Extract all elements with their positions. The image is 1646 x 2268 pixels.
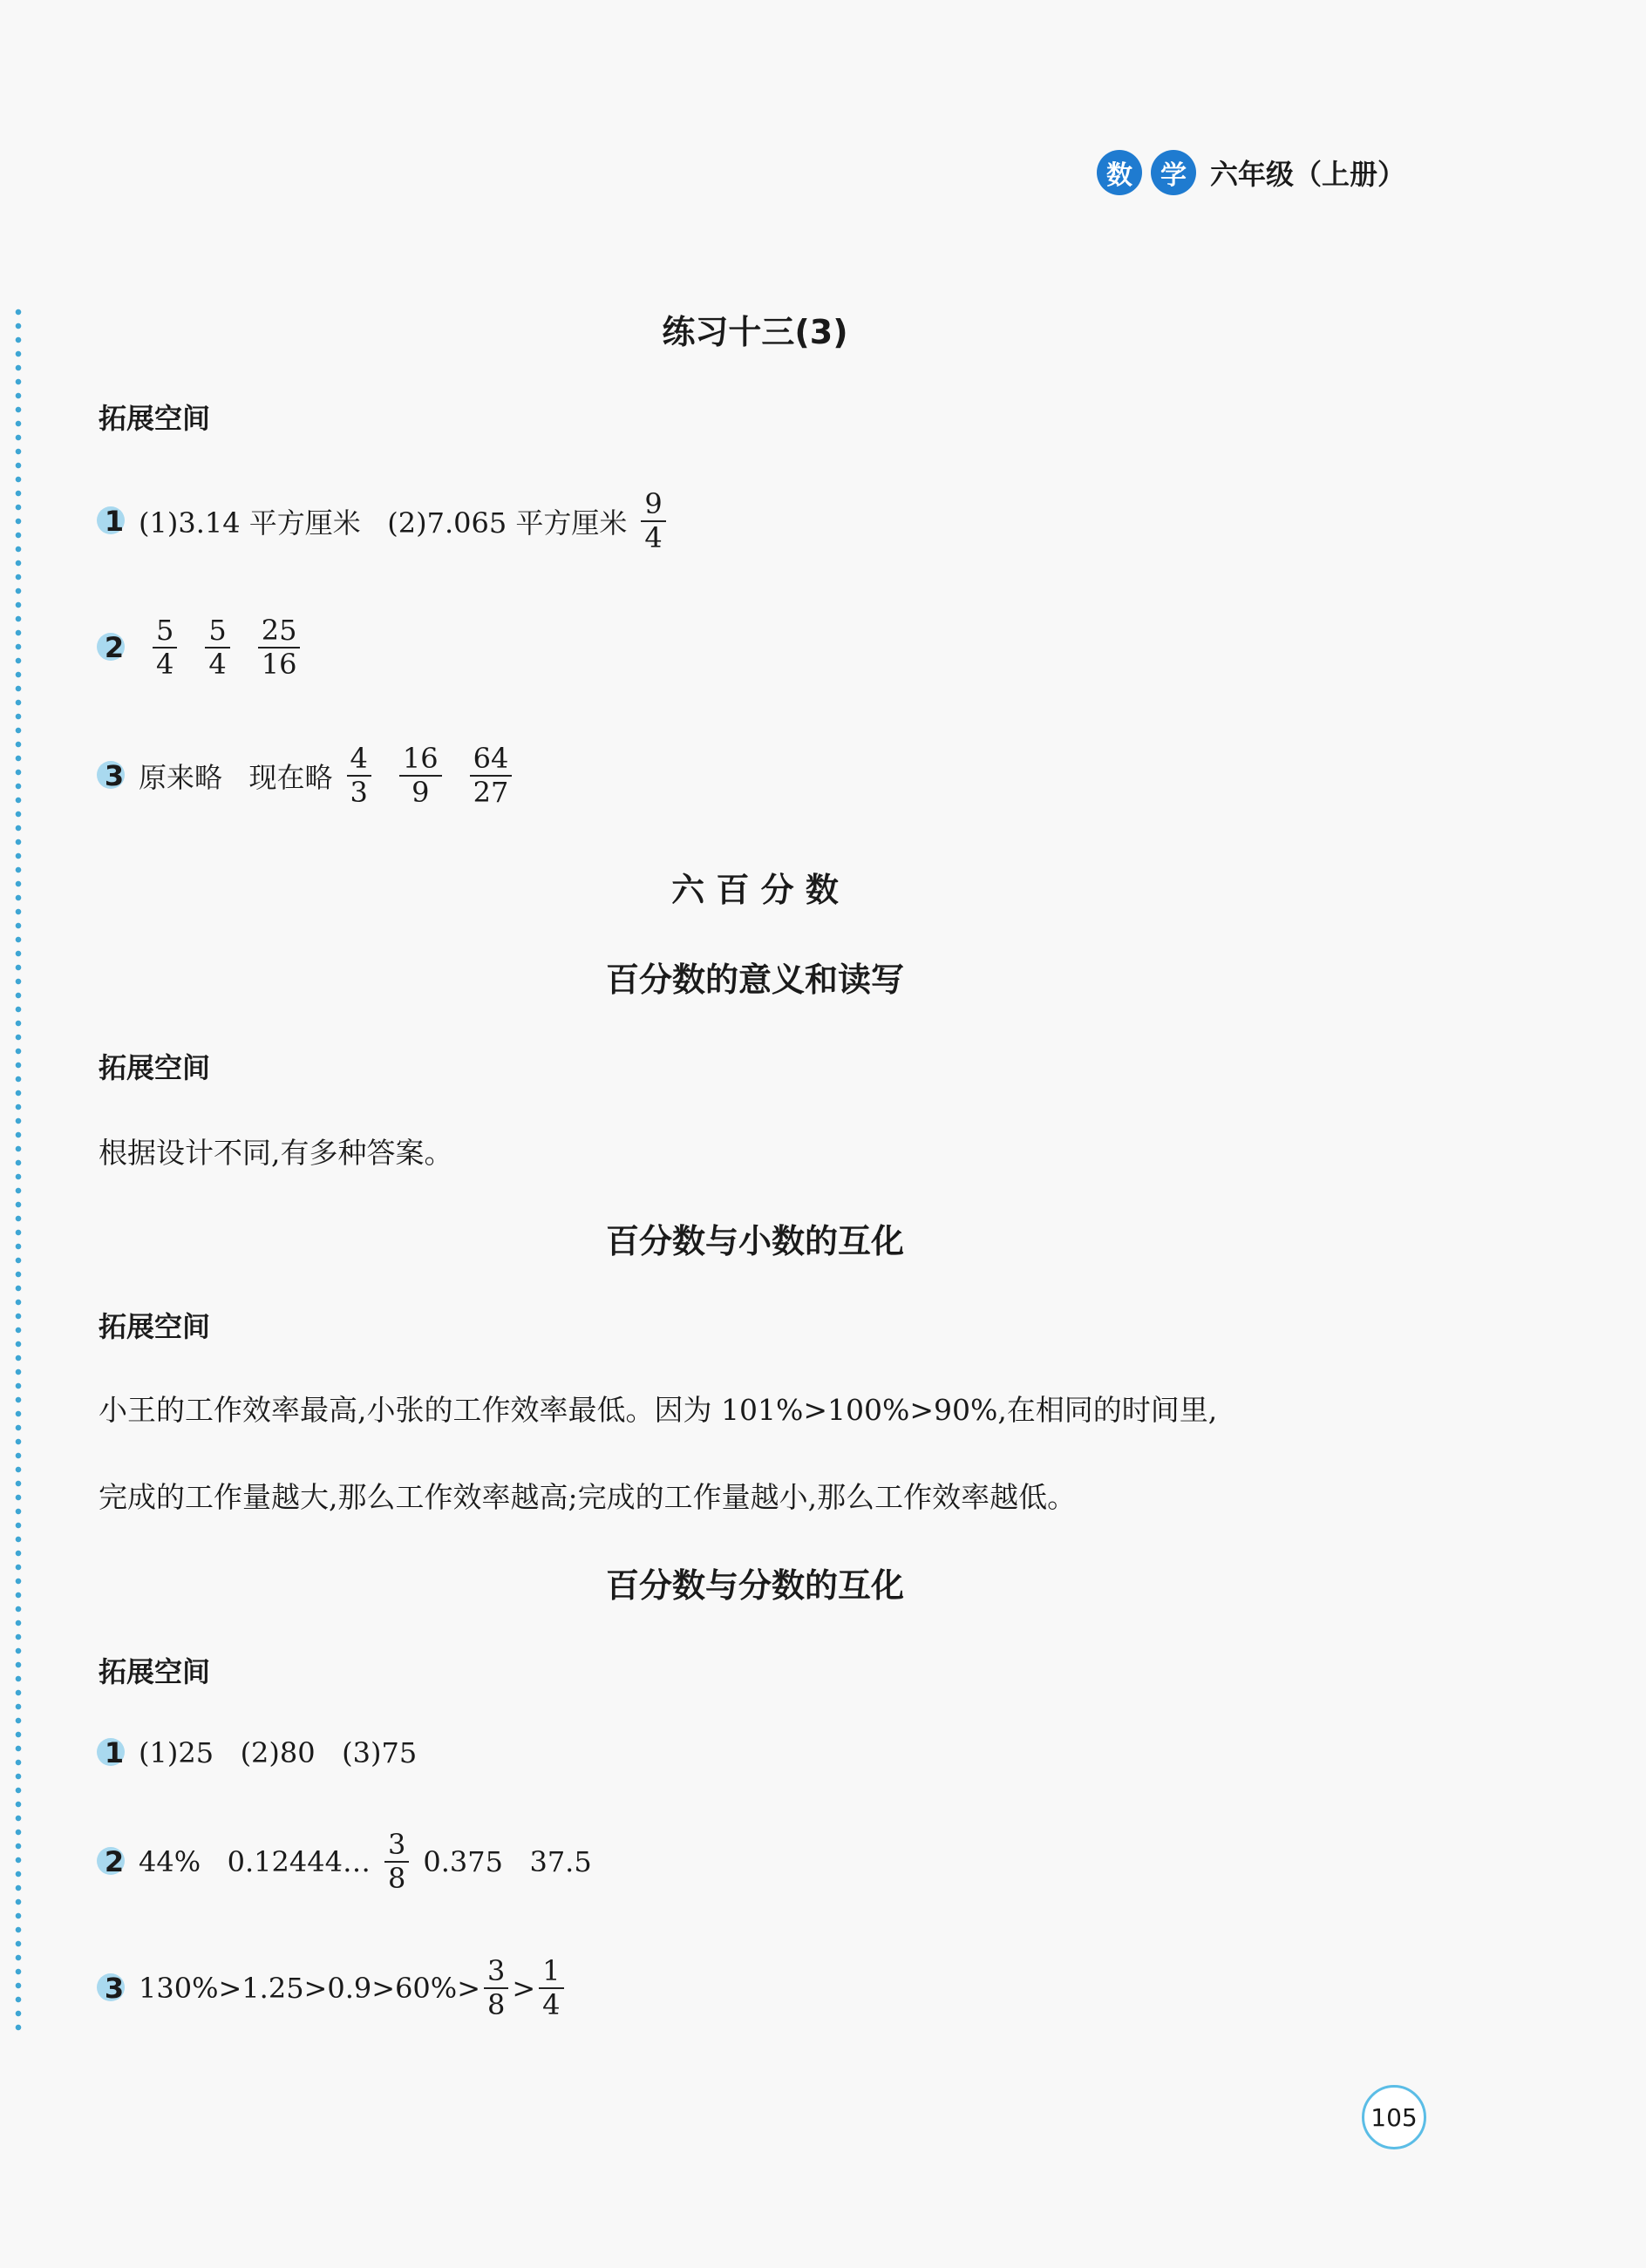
answer-text: 44% 0.12444… bbox=[139, 1844, 371, 1878]
numerator: 3 bbox=[484, 1955, 508, 1989]
section-label: 拓展空间 bbox=[99, 1310, 211, 1343]
numerator: 9 bbox=[641, 488, 665, 522]
answer-row bbox=[102, 743, 526, 809]
denominator: 4 bbox=[644, 520, 663, 554]
question-number: 2 bbox=[102, 632, 126, 663]
answer-row bbox=[102, 488, 680, 554]
numerator: 5 bbox=[205, 615, 229, 648]
answer-text: 完成的工作量越大,那么工作效率越高;完成的工作量越小,那么工作效率越低。 bbox=[99, 1480, 1077, 1514]
question-number: 2 bbox=[102, 1846, 126, 1878]
answer-row bbox=[102, 1955, 568, 2021]
answer-text: (1)3.14 平方厘米 (2)7.065 平方厘米 bbox=[139, 506, 628, 540]
denominator: 4 bbox=[542, 1987, 561, 2021]
denominator: 9 bbox=[412, 775, 430, 809]
denominator: 3 bbox=[350, 775, 368, 809]
subject-badge: 数 bbox=[1097, 150, 1142, 195]
subject-badge: 学 bbox=[1151, 150, 1196, 195]
denominator: 8 bbox=[387, 1861, 406, 1895]
denominator: 8 bbox=[487, 1987, 506, 2021]
section-label: 拓展空间 bbox=[99, 1655, 211, 1688]
grade-label: 六年级（上册） bbox=[1210, 158, 1406, 191]
section-title: 练习十三(3) bbox=[662, 313, 848, 351]
fraction bbox=[539, 1955, 563, 2021]
section-title: 百分数的意义和读写 bbox=[605, 961, 904, 999]
answer-row bbox=[102, 615, 314, 681]
fraction bbox=[258, 615, 301, 681]
numerator: 3 bbox=[384, 1829, 409, 1863]
section-title: 百分数与小数的互化 bbox=[605, 1222, 904, 1260]
binding-dots bbox=[12, 305, 24, 2035]
fraction bbox=[484, 1955, 508, 2021]
numerator: 4 bbox=[347, 743, 371, 777]
fraction bbox=[384, 1829, 409, 1895]
question-number: 1 bbox=[102, 506, 126, 537]
denominator: 27 bbox=[473, 775, 509, 809]
answer-text: 小王的工作效率最高,小张的工作效率最低。因为 101%>100%>90%,在相同的时间里, bbox=[99, 1393, 1218, 1427]
question-number: 1 bbox=[102, 1737, 126, 1769]
question-number: 3 bbox=[102, 1973, 126, 2004]
question-number: 3 bbox=[102, 760, 126, 791]
page-header bbox=[1097, 150, 1405, 195]
fraction bbox=[641, 488, 665, 554]
answer-text: 原来略 现在略 bbox=[139, 760, 333, 794]
comparison-sign: > bbox=[512, 1971, 536, 2005]
denominator: 16 bbox=[261, 647, 297, 681]
numerator: 25 bbox=[258, 615, 301, 648]
section-title: 百分数与分数的互化 bbox=[605, 1566, 904, 1605]
answer-row bbox=[102, 1829, 592, 1895]
answer-text: 根据设计不同,有多种答案。 bbox=[99, 1136, 453, 1170]
answer-text: (1)25 (2)80 (3)75 bbox=[139, 1736, 418, 1769]
numerator: 64 bbox=[470, 743, 513, 777]
denominator: 4 bbox=[208, 647, 227, 681]
answer-text: 0.375 37.5 bbox=[423, 1844, 592, 1878]
fraction bbox=[470, 743, 513, 809]
numerator: 16 bbox=[399, 743, 442, 777]
fraction bbox=[205, 615, 229, 681]
chapter-title: 六 百 分 数 bbox=[671, 871, 839, 909]
answer-row bbox=[102, 1736, 417, 1769]
fraction bbox=[347, 743, 371, 809]
answer-text: 130%>1.25>0.9>60%> bbox=[139, 1971, 480, 2005]
denominator: 4 bbox=[156, 647, 174, 681]
fraction bbox=[153, 615, 177, 681]
fraction bbox=[399, 743, 442, 809]
section-label: 拓展空间 bbox=[99, 402, 211, 435]
section-label: 拓展空间 bbox=[99, 1051, 211, 1084]
numerator: 1 bbox=[539, 1955, 563, 1989]
page-number: 105 bbox=[1362, 2085, 1426, 2149]
numerator: 5 bbox=[153, 615, 177, 648]
